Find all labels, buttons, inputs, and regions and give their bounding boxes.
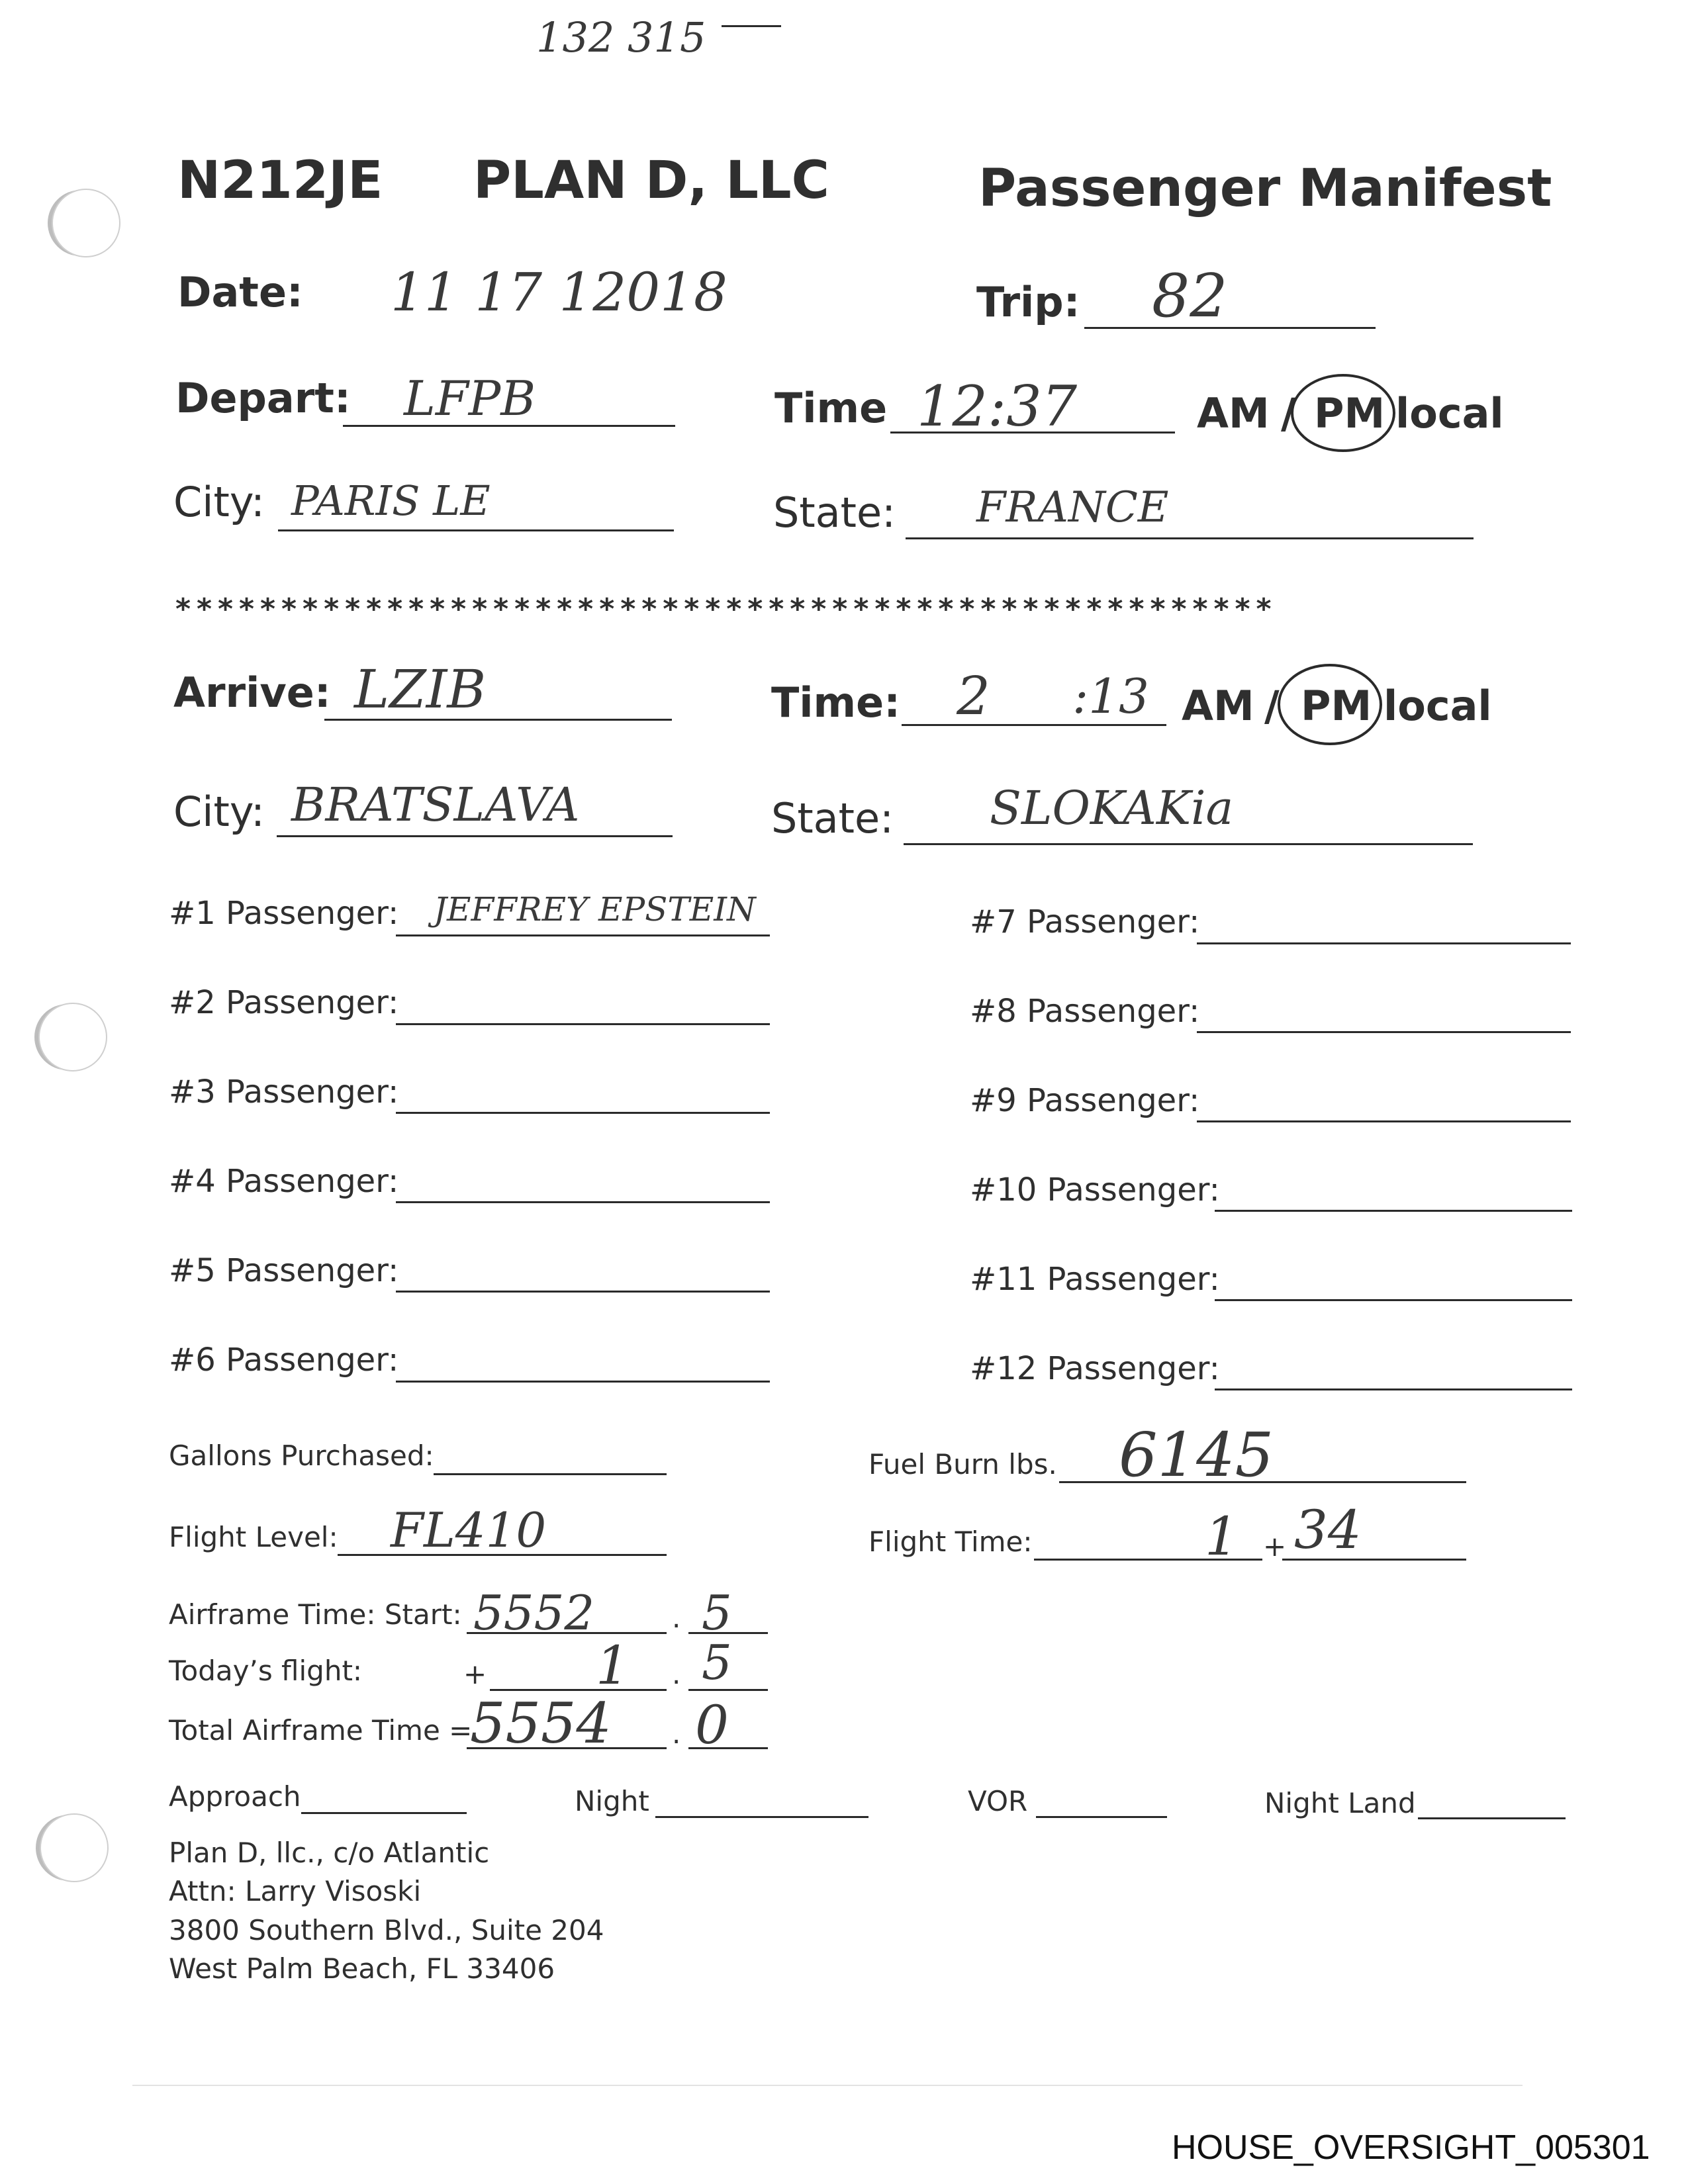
tail-number: N212JE	[177, 151, 383, 210]
vor-line	[1036, 1816, 1167, 1818]
depart-slash: /	[1281, 389, 1296, 437]
flight-level-value: FL410	[391, 1502, 547, 1558]
passenger-11-line	[1215, 1299, 1572, 1301]
depart-state-value: FRANCE	[976, 483, 1169, 532]
night-land-label: Night Land	[1264, 1787, 1416, 1819]
depart-city-line	[278, 529, 674, 531]
passenger-1-label: #1 Passenger:	[169, 895, 399, 932]
total-airframe-value: 5554	[470, 1691, 612, 1756]
bates-number: HOUSE_OVERSIGHT_005301	[1172, 2128, 1650, 2167]
address-line-4: West Palm Beach, FL 33406	[169, 1952, 555, 1985]
todays-flight-plus: +	[463, 1658, 487, 1690]
arrive-time-hour-value: 2	[957, 665, 990, 727]
flight-time-plus: +	[1263, 1530, 1287, 1563]
airframe-start-decimal-value: 5	[702, 1585, 732, 1641]
vor-label: VOR	[968, 1785, 1028, 1817]
trip-label: Trip:	[976, 278, 1080, 326]
depart-state-line	[906, 537, 1474, 539]
passenger-5-line	[396, 1291, 770, 1293]
flight-time-hours-value: 1	[1205, 1506, 1239, 1567]
depart-time-label: Time	[774, 384, 888, 432]
arrive-state-value: SLOKAKia	[990, 781, 1234, 835]
section-separator: ****************************************************	[175, 592, 1278, 626]
binder-hole-bottom	[40, 1813, 109, 1882]
arrive-local-label: local	[1383, 682, 1492, 730]
passenger-7-label: #7 Passenger:	[970, 903, 1200, 940]
arrive-time-line	[902, 724, 1166, 726]
passenger-4-label: #4 Passenger:	[169, 1163, 399, 1200]
address-line-2: Attn: Larry Visoski	[169, 1875, 422, 1907]
arrive-slash: /	[1264, 682, 1280, 730]
approach-label: Approach	[169, 1780, 301, 1813]
night-label: Night	[575, 1785, 649, 1817]
arrive-pm-option: PM	[1301, 682, 1372, 730]
todays-flight-value: 1	[596, 1635, 630, 1696]
trip-line	[1084, 327, 1376, 329]
approach-line	[301, 1812, 467, 1814]
trip-value: 82	[1152, 261, 1228, 331]
total-airframe-decimal-value: 0	[695, 1694, 729, 1756]
arrive-state-label: State:	[771, 794, 894, 842]
airframe-start-label: Airframe Time: Start:	[169, 1598, 462, 1631]
total-airframe-label: Total Airframe Time =	[169, 1714, 473, 1747]
passenger-8-label: #8 Passenger:	[970, 993, 1200, 1030]
gallons-purchased-line	[434, 1473, 667, 1475]
binder-hole-middle	[38, 1003, 107, 1071]
todays-flight-label: Today’s flight:	[169, 1655, 363, 1687]
gallons-purchased-label: Gallons Purchased:	[169, 1439, 434, 1472]
passenger-2-line	[396, 1023, 770, 1025]
passenger-1-value: JEFFREY EPSTEIN	[434, 890, 756, 929]
passenger-10-line	[1215, 1210, 1572, 1212]
passenger-2-label: #2 Passenger:	[169, 984, 399, 1021]
date-value: 11 17 12018	[391, 261, 727, 323]
depart-am-option: AM	[1197, 389, 1270, 437]
passenger-7-line	[1197, 942, 1571, 944]
flight-level-label: Flight Level:	[169, 1521, 338, 1553]
passenger-12-line	[1215, 1388, 1572, 1390]
total-airframe-decimal-point: .	[672, 1717, 681, 1750]
arrive-time-label: Time:	[771, 678, 900, 727]
flight-time-label: Flight Time:	[868, 1525, 1033, 1558]
company-name: PLAN D, LLC	[473, 151, 829, 210]
depart-state-label: State:	[773, 488, 896, 537]
passenger-5-label: #5 Passenger:	[169, 1252, 399, 1289]
todays-flight-decimal-point: .	[672, 1658, 681, 1690]
depart-time-value: 12:37	[917, 374, 1078, 439]
passenger-4-line	[396, 1201, 770, 1203]
passenger-11-label: #11 Passenger:	[970, 1261, 1220, 1298]
arrive-city-label: City:	[173, 788, 265, 836]
passenger-10-label: #10 Passenger:	[970, 1171, 1220, 1208]
flight-time-minutes-value: 34	[1294, 1499, 1362, 1561]
depart-pm-option: PM	[1314, 389, 1385, 437]
scan-edge-line	[132, 2085, 1523, 2086]
passenger-8-line	[1197, 1031, 1571, 1033]
arrive-label: Arrive:	[173, 668, 331, 717]
binder-hole-top	[52, 189, 120, 257]
address-line-1: Plan D, llc., c/o Atlantic	[169, 1837, 490, 1869]
passenger-12-label: #12 Passenger:	[970, 1350, 1220, 1387]
top-number-underline	[722, 25, 781, 27]
arrive-city-value: BRATSLAVA	[291, 778, 580, 832]
airframe-start-decimal-point: .	[672, 1602, 681, 1634]
passenger-6-label: #6 Passenger:	[169, 1342, 399, 1379]
passenger-9-label: #9 Passenger:	[970, 1082, 1200, 1119]
form-title: Passenger Manifest	[978, 159, 1552, 218]
fuel-burn-label: Fuel Burn lbs.	[868, 1448, 1057, 1480]
passenger-3-label: #3 Passenger:	[169, 1073, 399, 1111]
depart-code-value: LFPB	[404, 371, 536, 426]
depart-local-label: local	[1395, 389, 1504, 437]
depart-label: Depart:	[175, 374, 351, 422]
top-handwritten-number: 132 315	[536, 13, 706, 62]
depart-city-label: City:	[173, 478, 265, 526]
todays-flight-decimal-value: 5	[702, 1635, 732, 1690]
fuel-burn-value: 6145	[1119, 1420, 1274, 1490]
night-land-line	[1418, 1817, 1566, 1819]
address-line-3: 3800 Southern Blvd., Suite 204	[169, 1914, 604, 1946]
passenger-1-line	[396, 934, 770, 936]
passenger-3-line	[396, 1112, 770, 1114]
depart-city-value: PARIS LE	[291, 477, 491, 525]
date-label: Date:	[177, 268, 303, 316]
arrive-state-line	[904, 843, 1473, 845]
airframe-start-value: 5552	[473, 1585, 595, 1641]
passenger-6-line	[396, 1381, 770, 1383]
passenger-9-line	[1197, 1120, 1571, 1122]
night-line	[655, 1816, 868, 1818]
arrive-code-value: LZIB	[354, 659, 487, 720]
arrive-city-line	[277, 835, 673, 837]
arrive-am-option: AM	[1182, 682, 1254, 730]
arrive-time-minute-value: :13	[1072, 668, 1149, 724]
